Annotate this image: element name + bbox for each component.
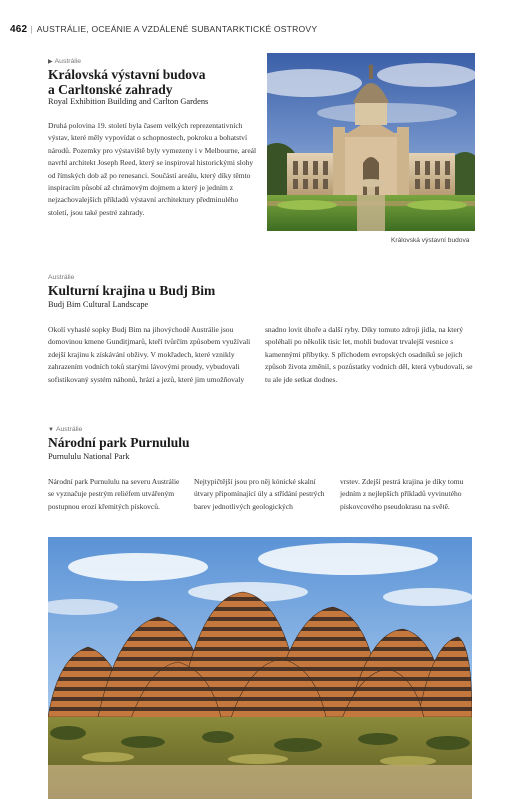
column-3: vrstev. Zdejší pestrá krajina je díky tomu jedním z nejlepších příkladů vyvinutého pískovcového pseudokrasu na světě. — [340, 477, 464, 511]
page-number: 462 — [10, 24, 28, 35]
section-title — [48, 67, 258, 97]
region-label — [48, 426, 82, 433]
section-paragraph: Druhá polovina 19. století byla časem velkých reprezentativních výstav, které měly vypovídat o schopnostech, pokroku a bohatství národů. Pozemky pro výstaviště byly vymezeny i v Melbourne, areál navrhl architekt Joseph Reed, který se inspiroval historickými slohy od římských dob až po renesanci. Součástí areálu, který díky těmto inspiracím působí až chrámovým dojmem a který je jedním z nejzachovalejších příkladů výstavní architektury předminulého století, jsou také pestré zahrady. — [48, 121, 257, 217]
region-text: Austrálie — [54, 58, 82, 65]
column-1: Národní park Purnululu na severu Austrálie se vyznačuje pestrým reliéfem utvářeným postupnou erozí křemitých pískovců. — [48, 477, 180, 511]
column-2: Nejtypičtější jsou pro něj kónické skalní útvary připomínající úly a střídání pestrých barev jednotlivých geologických — [194, 477, 325, 511]
region-label — [48, 58, 81, 65]
section-title: Národní park Purnululu — [48, 435, 190, 450]
column-1: Okolí vyhaslé sopky Budj Bim na jihovýchodě Austrálie jsou domovinou kmene Gunditjmarů, kteří tvůrčím způsobem využívali zdejší krajinu k získávání obživy. V mokřadech, které vznikly zahrazením vodních toků starými lávovými proudy, vybudovali sofistikovaný systém náhonů, hrází a jezů, které jim umožňovaly — [48, 325, 251, 384]
running-title: AUSTRÁLIE, OCEÁNIE A VZDÁLENÉ SUBANTARKTICKÉ OSTROVY — [36, 24, 318, 34]
column-2: snadno lovit úhoře a další ryby. Díky tomuto zdroji jídla, na který spoléhali po několik tisíc let, mohli budovat trvalejší vesnice s kamennými příbytky. S příchodem evropských osadníků se jejich způsob života změnil, s pozůstatky vodních děl, která vybudovali, se tu ale jde setkat dodnes. — [265, 325, 473, 384]
triangle-marker-icon: ▶ — [48, 59, 53, 65]
image-caption: Královská výstavní budova — [391, 237, 470, 244]
title-line-2: a Carltonské zahrady — [48, 82, 173, 97]
running-header: 462 | AUSTRÁLIE, OCEÁNIE A VZDÁLENÉ SUBANTARKTICKÉ OSTROVY — [10, 24, 318, 35]
purnululu-photo — [48, 537, 472, 799]
region-label: Austrálie — [48, 274, 75, 281]
triangle-down-marker-icon: ▼ — [48, 427, 54, 433]
section-subtitle: Royal Exhibition Building and Carlton Gardens — [48, 97, 209, 106]
exhibition-building-photo — [267, 53, 475, 231]
section-subtitle: Budj Bim Cultural Landscape — [48, 300, 149, 309]
region-text: Austrálie — [55, 426, 83, 433]
section-subtitle: Purnululu National Park — [48, 452, 130, 461]
section-title: Kulturní krajina u Budj Bim — [48, 283, 216, 298]
title-line-1: Královská výstavní budova — [48, 67, 206, 82]
